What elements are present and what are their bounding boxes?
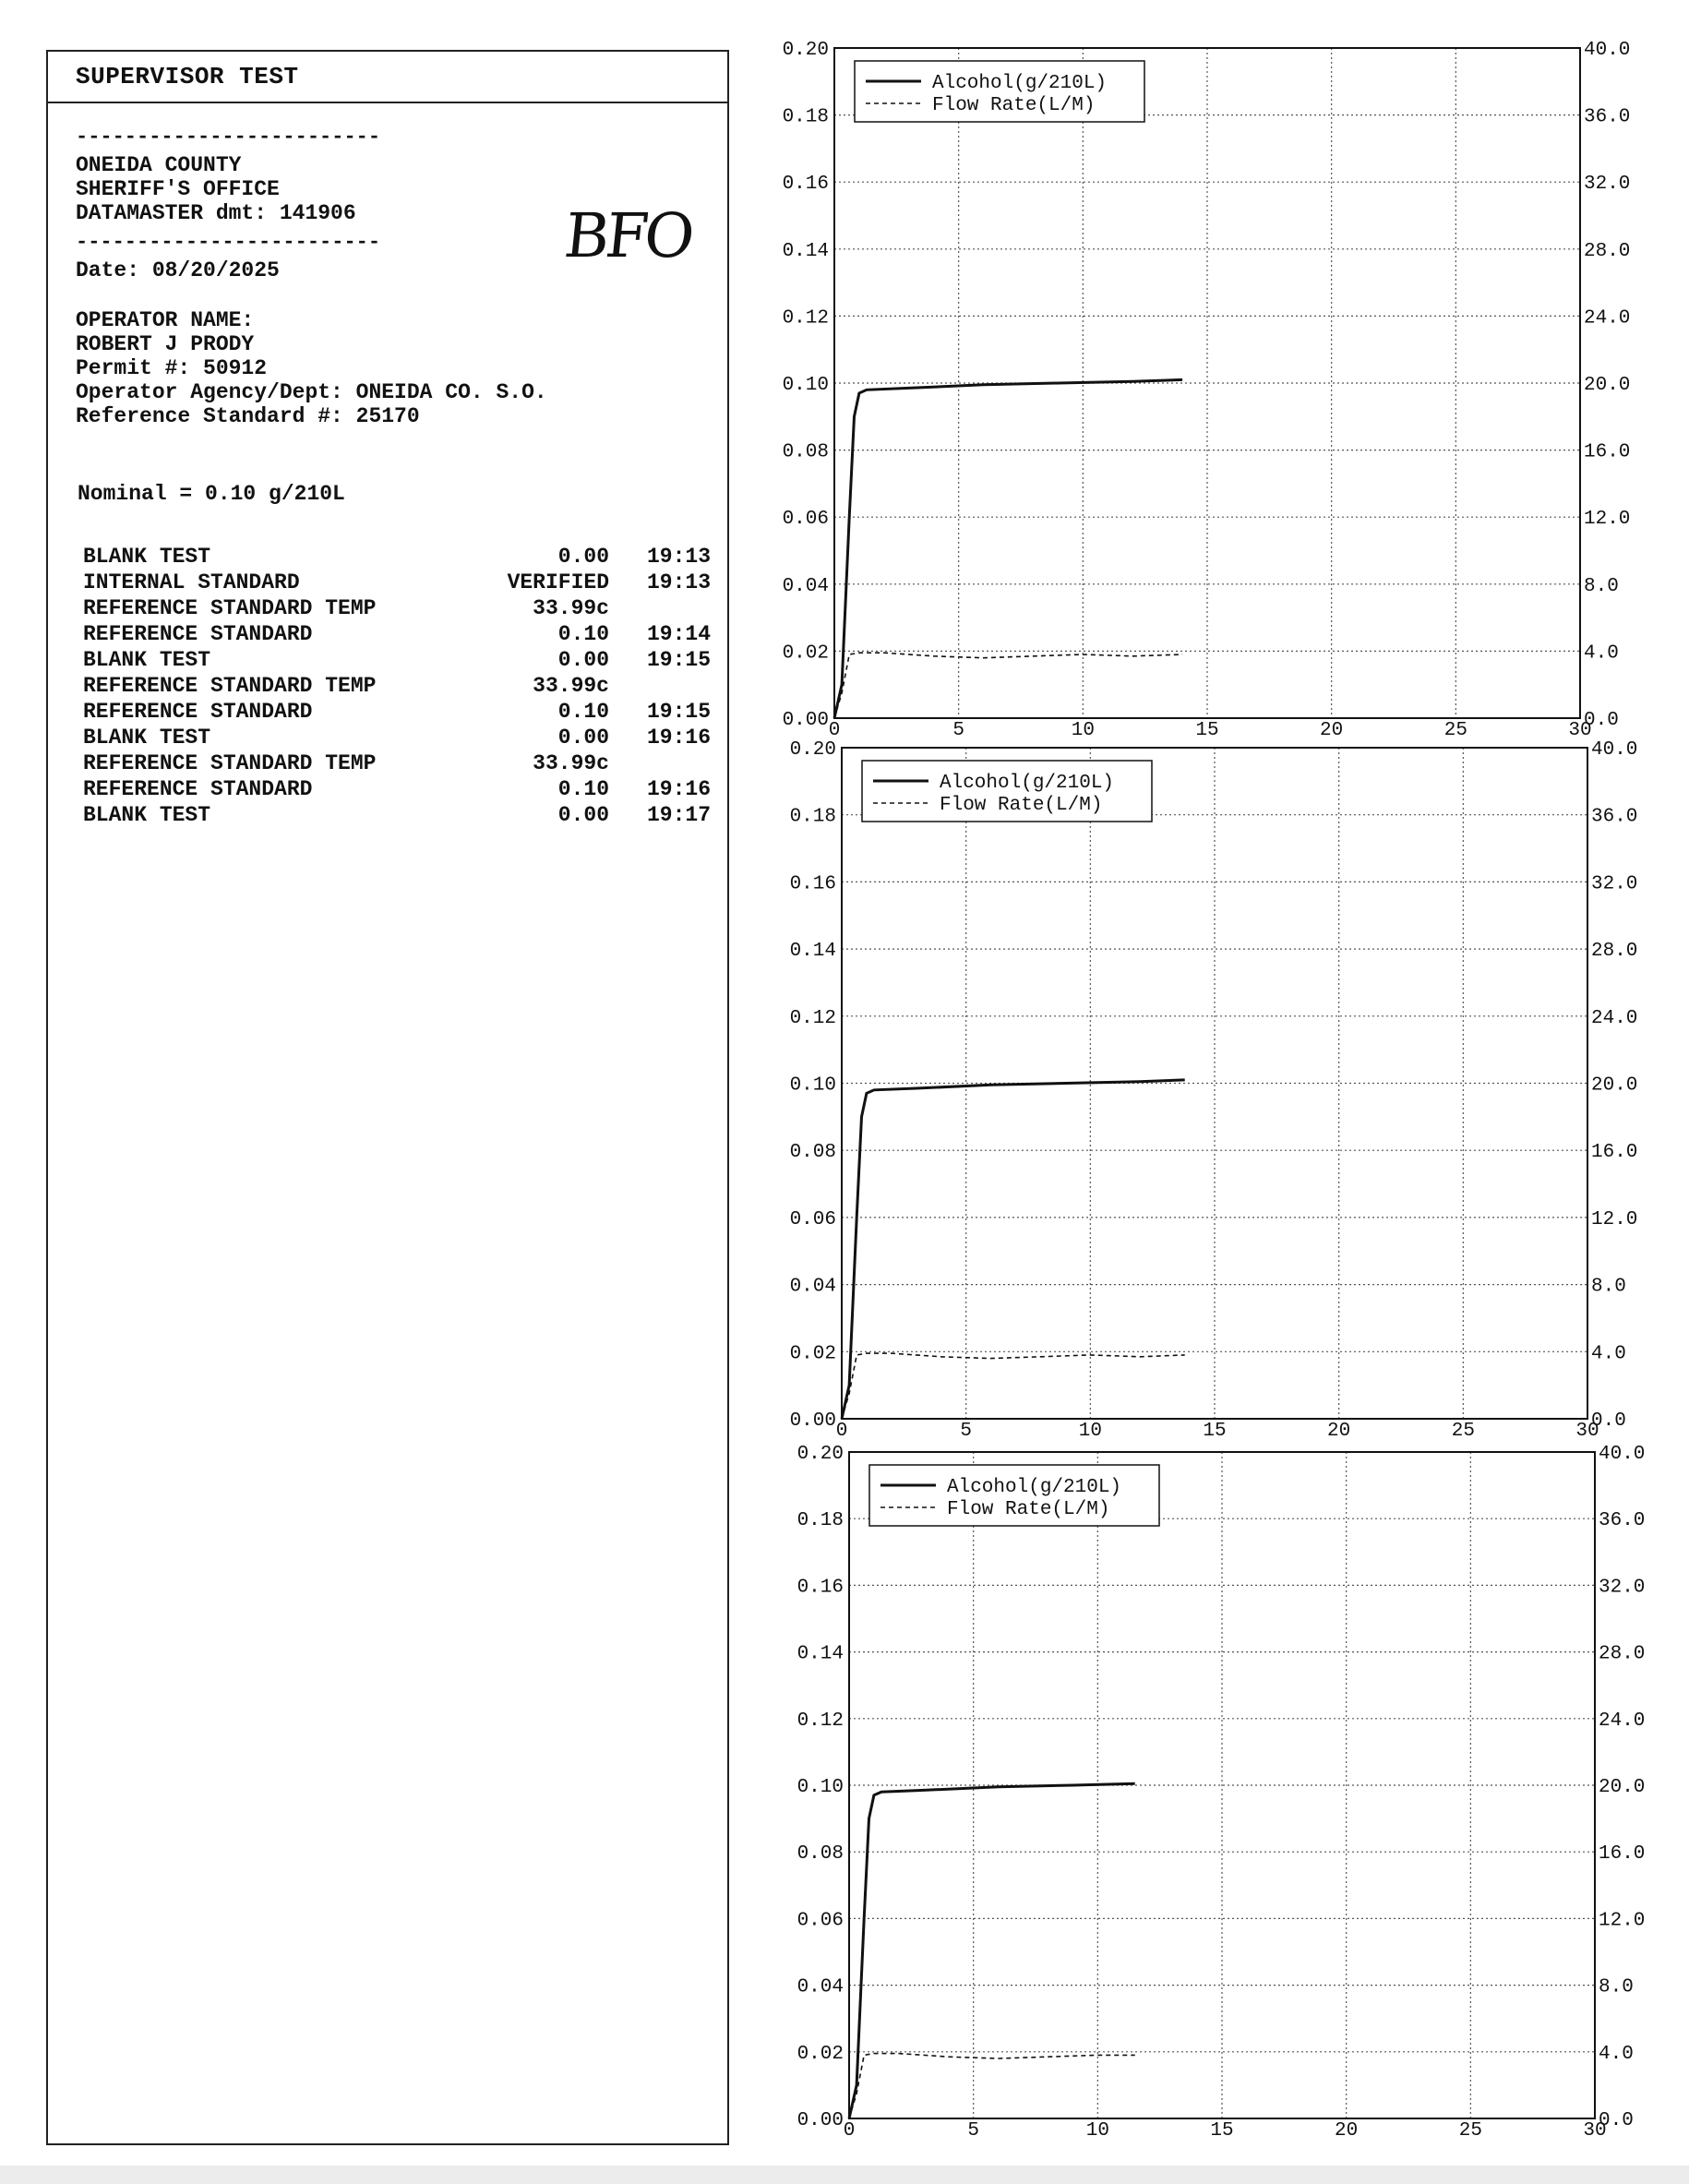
y-right-tick-label: 20.0 [1591, 1074, 1638, 1097]
y-left-tick-label: 0.04 [797, 1976, 844, 1998]
permit-number: Permit #: 50912 [76, 356, 268, 380]
y-right-tick-label: 24.0 [1591, 1007, 1638, 1029]
test-date: Date: 08/20/2025 [76, 258, 280, 282]
x-tick-label: 10 [1078, 1421, 1102, 1442]
log-time: 19:15 [646, 700, 711, 724]
alcohol-line [834, 379, 1182, 718]
y-left-tick-label: 0.16 [789, 873, 836, 895]
x-tick-label: 30 [1583, 2120, 1607, 2142]
legend-label: Flow Rate(L/M) [947, 1499, 1110, 1520]
y-right-tick-label: 0.0 [1599, 2110, 1634, 2131]
legend-label: Flow Rate(L/M) [932, 95, 1096, 116]
log-label: REFERENCE STANDARD [83, 777, 313, 801]
log-label: BLANK TEST [83, 545, 211, 569]
y-right-tick-label: 28.0 [1584, 240, 1631, 262]
log-value: 33.99c [533, 596, 609, 620]
y-right-tick-label: 0.0 [1591, 1410, 1626, 1432]
y-right-tick-label: 20.0 [1584, 375, 1631, 396]
log-label: BLANK TEST [83, 803, 211, 827]
y-right-tick-label: 32.0 [1599, 1577, 1646, 1599]
y-right-tick-label: 24.0 [1599, 1710, 1646, 1732]
y-right-tick-label: 12.0 [1599, 1910, 1646, 1932]
operator-agency: Operator Agency/Dept: ONEIDA CO. S.O. [76, 380, 547, 404]
y-right-tick-label: 28.0 [1599, 1643, 1646, 1665]
y-left-tick-label: 0.06 [797, 1910, 844, 1932]
y-left-tick-label: 0.14 [797, 1643, 844, 1665]
nominal-value: Nominal = 0.10 g/210L [78, 482, 345, 506]
log-value: 33.99c [533, 751, 609, 775]
x-tick-label: 25 [1451, 1421, 1475, 1442]
y-left-tick-label: 0.16 [797, 1577, 844, 1599]
log-value: 0.00 [557, 803, 609, 827]
y-right-tick-label: 40.0 [1599, 1444, 1646, 1465]
y-right-tick-label: 8.0 [1584, 575, 1619, 597]
y-left-tick-label: 0.14 [782, 240, 829, 262]
agency-line-2: SHERIFF'S OFFICE [76, 177, 280, 201]
y-right-tick-label: 4.0 [1584, 642, 1619, 665]
y-left-tick-label: 0.10 [797, 1777, 844, 1798]
y-left-tick-label: 0.00 [797, 2110, 844, 2131]
y-left-tick-label: 0.04 [789, 1276, 836, 1298]
log-value: 0.10 [557, 777, 609, 801]
page-edge [0, 2166, 1689, 2184]
x-tick-label: 15 [1195, 720, 1219, 741]
log-time: 19:13 [646, 545, 711, 569]
y-left-tick-label: 0.04 [782, 575, 829, 597]
y-left-tick-label: 0.00 [782, 710, 829, 731]
log-time: 19:17 [646, 803, 711, 827]
log-time: 19:16 [646, 777, 711, 801]
y-left-tick-label: 0.08 [797, 1843, 844, 1866]
legend-label: Alcohol(g/210L) [940, 773, 1115, 794]
chart-2 [790, 739, 1638, 1442]
legend-label: Alcohol(g/210L) [947, 1477, 1122, 1498]
legend-label: Flow Rate(L/M) [940, 795, 1103, 816]
y-left-tick-label: 0.12 [789, 1007, 836, 1029]
x-tick-label: 0 [835, 1421, 848, 1442]
log-label: REFERENCE STANDARD [83, 700, 313, 724]
y-left-tick-label: 0.02 [789, 1343, 836, 1365]
report-title: SUPERVISOR TEST [76, 63, 299, 90]
y-left-tick-label: 0.18 [782, 106, 829, 128]
log-value: VERIFIED [507, 570, 609, 594]
y-right-tick-label: 20.0 [1599, 1777, 1646, 1798]
log-label: BLANK TEST [83, 726, 211, 750]
legend-label: Alcohol(g/210L) [932, 73, 1108, 94]
y-right-tick-label: 24.0 [1584, 307, 1631, 330]
x-tick-label: 10 [1071, 720, 1095, 741]
y-left-tick-label: 0.06 [789, 1208, 836, 1230]
x-tick-label: 20 [1320, 720, 1344, 741]
log-time: 19:13 [646, 570, 711, 594]
log-time: 19:15 [646, 648, 711, 672]
y-right-tick-label: 36.0 [1584, 106, 1631, 128]
chart-3 [797, 1444, 1646, 2142]
y-left-tick-label: 0.12 [797, 1710, 844, 1732]
y-left-tick-label: 0.02 [782, 642, 829, 665]
y-left-tick-label: 0.02 [797, 2043, 844, 2065]
x-tick-label: 10 [1085, 2120, 1109, 2142]
x-tick-label: 5 [952, 720, 964, 741]
divider: ------------------------- [76, 231, 381, 254]
log-label: REFERENCE STANDARD [83, 622, 313, 646]
y-right-tick-label: 8.0 [1591, 1276, 1626, 1298]
log-label: REFERENCE STANDARD TEMP [83, 596, 377, 620]
x-tick-label: 25 [1443, 720, 1467, 741]
divider: ------------------------- [76, 126, 381, 149]
y-right-tick-label: 28.0 [1591, 941, 1638, 963]
y-right-tick-label: 36.0 [1599, 1510, 1646, 1532]
x-tick-label: 15 [1203, 1421, 1227, 1442]
log-label: BLANK TEST [83, 648, 211, 672]
flow-rate-line [849, 2054, 1135, 2118]
y-right-tick-label: 16.0 [1599, 1843, 1646, 1866]
x-tick-label: 5 [967, 2120, 979, 2142]
y-left-tick-label: 0.14 [789, 941, 836, 963]
y-right-tick-label: 8.0 [1599, 1976, 1634, 1998]
handwritten-initials: BFO [560, 200, 695, 271]
log-value: 0.00 [557, 545, 609, 569]
log-time: 19:14 [646, 622, 711, 646]
y-right-tick-label: 16.0 [1584, 441, 1631, 463]
y-right-tick-label: 32.0 [1584, 174, 1631, 196]
y-right-tick-label: 12.0 [1584, 509, 1631, 531]
y-right-tick-label: 40.0 [1591, 739, 1638, 761]
y-left-tick-label: 0.10 [782, 375, 829, 396]
reference-standard-number: Reference Standard #: 25170 [76, 404, 420, 428]
log-label: REFERENCE STANDARD TEMP [83, 751, 377, 775]
flow-rate-line [834, 653, 1182, 718]
log-value: 0.00 [557, 648, 609, 672]
x-tick-label: 30 [1568, 720, 1592, 741]
agency-line-1: ONEIDA COUNTY [76, 153, 242, 177]
operator-label: OPERATOR NAME: [76, 308, 255, 332]
y-left-tick-label: 0.08 [782, 441, 829, 463]
y-left-tick-label: 0.08 [789, 1142, 836, 1164]
log-value: 0.00 [557, 726, 609, 750]
y-left-tick-label: 0.18 [797, 1510, 844, 1532]
y-left-tick-label: 0.06 [782, 509, 829, 531]
operator-name: ROBERT J PRODY [76, 332, 255, 356]
log-value: 0.10 [557, 622, 609, 646]
alcohol-line [842, 1080, 1185, 1419]
y-left-tick-label: 0.18 [789, 806, 836, 828]
y-left-tick-label: 0.20 [782, 40, 829, 61]
x-tick-label: 20 [1327, 1421, 1351, 1442]
x-tick-label: 15 [1210, 2120, 1234, 2142]
log-label: REFERENCE STANDARD TEMP [83, 674, 377, 698]
flow-rate-line [842, 1353, 1185, 1419]
x-tick-label: 30 [1575, 1421, 1599, 1442]
y-right-tick-label: 0.0 [1584, 710, 1619, 731]
x-tick-label: 25 [1458, 2120, 1482, 2142]
x-tick-label: 0 [843, 2120, 856, 2142]
y-left-tick-label: 0.20 [797, 1444, 844, 1465]
y-left-tick-label: 0.00 [789, 1410, 836, 1432]
y-right-tick-label: 36.0 [1591, 806, 1638, 828]
chart-1 [783, 40, 1631, 741]
y-right-tick-label: 12.0 [1591, 1208, 1638, 1230]
y-left-tick-label: 0.10 [789, 1074, 836, 1097]
instrument-id: DATAMASTER dmt: 141906 [76, 201, 356, 225]
y-right-tick-label: 4.0 [1599, 2043, 1634, 2065]
y-left-tick-label: 0.20 [789, 739, 836, 761]
log-value: 0.10 [557, 700, 609, 724]
y-left-tick-label: 0.12 [782, 307, 829, 330]
log-label: INTERNAL STANDARD [83, 570, 300, 594]
x-tick-label: 0 [828, 720, 841, 741]
log-time: 19:16 [646, 726, 711, 750]
log-value: 33.99c [533, 674, 609, 698]
y-right-tick-label: 32.0 [1591, 873, 1638, 895]
x-tick-label: 20 [1335, 2120, 1359, 2142]
y-right-tick-label: 4.0 [1591, 1343, 1626, 1365]
y-right-tick-label: 16.0 [1591, 1142, 1638, 1164]
y-right-tick-label: 40.0 [1584, 40, 1631, 61]
y-left-tick-label: 0.16 [782, 174, 829, 196]
x-tick-label: 5 [960, 1421, 972, 1442]
alcohol-line [849, 1783, 1135, 2118]
